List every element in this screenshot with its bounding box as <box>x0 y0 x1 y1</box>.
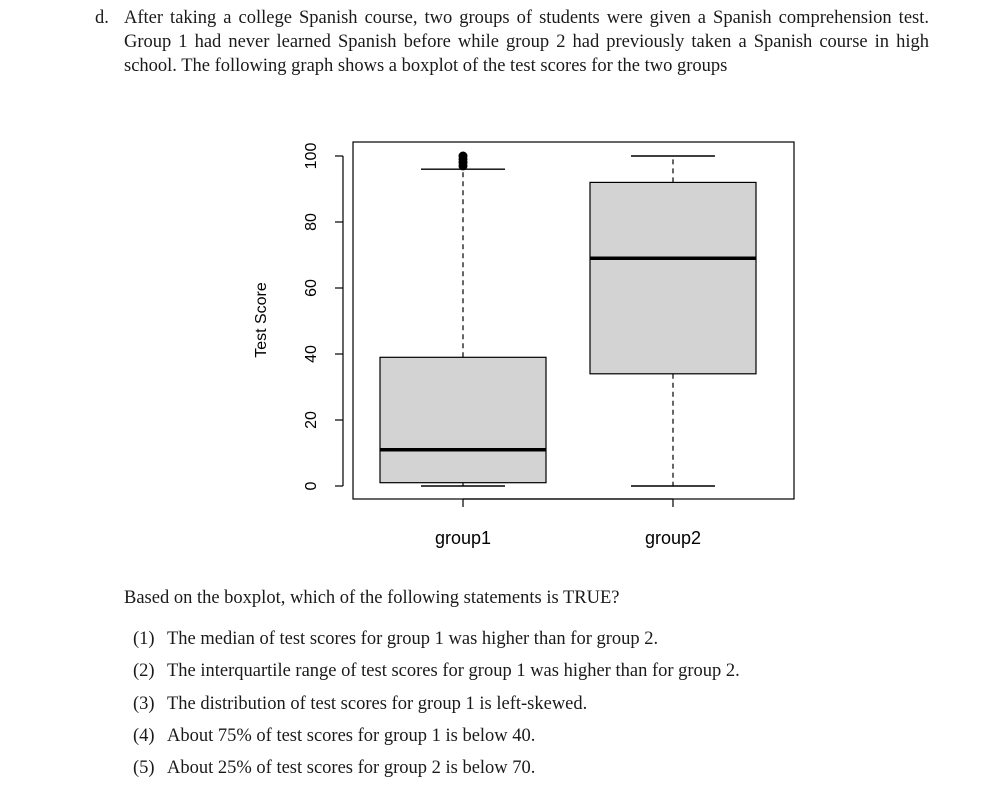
option-4 <box>133 724 535 748</box>
y-tick-label: 0 <box>303 481 320 491</box>
y-tick-label: 100 <box>303 142 320 170</box>
box-group1 <box>380 152 546 486</box>
x-axis <box>435 499 701 548</box>
box-group2 <box>590 156 756 486</box>
option-number: (2) <box>133 661 155 681</box>
y-tick-label: 20 <box>303 411 320 429</box>
y-axis <box>303 143 343 491</box>
option-number: (5) <box>133 758 155 778</box>
option-2 <box>133 659 740 683</box>
y-axis-label: Test Score <box>253 282 270 358</box>
option-number: (1) <box>133 629 155 649</box>
question-text: Based on the boxplot, which of the following statements is TRUE? <box>124 588 620 608</box>
option-number: (3) <box>133 694 155 714</box>
x-tick-label: group1 <box>434 528 492 548</box>
option-number: (4) <box>133 726 155 746</box>
outlier-point <box>459 152 467 160</box>
iqr-box <box>590 182 756 373</box>
option-text: About 75% of test scores for group 1 is below 40. <box>167 726 536 746</box>
y-tick-label: 60 <box>303 279 320 297</box>
y-tick-label: 40 <box>303 345 320 363</box>
x-tick-label: group2 <box>644 528 702 548</box>
plot-marks <box>380 152 756 486</box>
option-5 <box>133 756 535 780</box>
option-text: The interquartile range of test scores for group 1 was higher than for group 2. <box>167 661 740 681</box>
option-text: The median of test scores for group 1 was higher than for group 2. <box>167 629 659 649</box>
iqr-box <box>380 357 546 482</box>
option-text: About 25% of test scores for group 2 is below 70. <box>167 758 536 778</box>
problem-label: d. <box>95 8 109 28</box>
y-tick-label: 80 <box>303 213 320 231</box>
option-1 <box>133 627 658 651</box>
option-text: The distribution of test scores for group 1 is left-skewed. <box>167 694 588 714</box>
problem-text: After taking a college Spanish course, two groups of students were given a Spanish comprehension test. Group 1 had never learned Spanish before while group 2 had previously taken a Spanish course in high school. The following graph shows a boxplot of the test scores for the two groups <box>124 8 929 76</box>
option-3 <box>133 692 587 716</box>
